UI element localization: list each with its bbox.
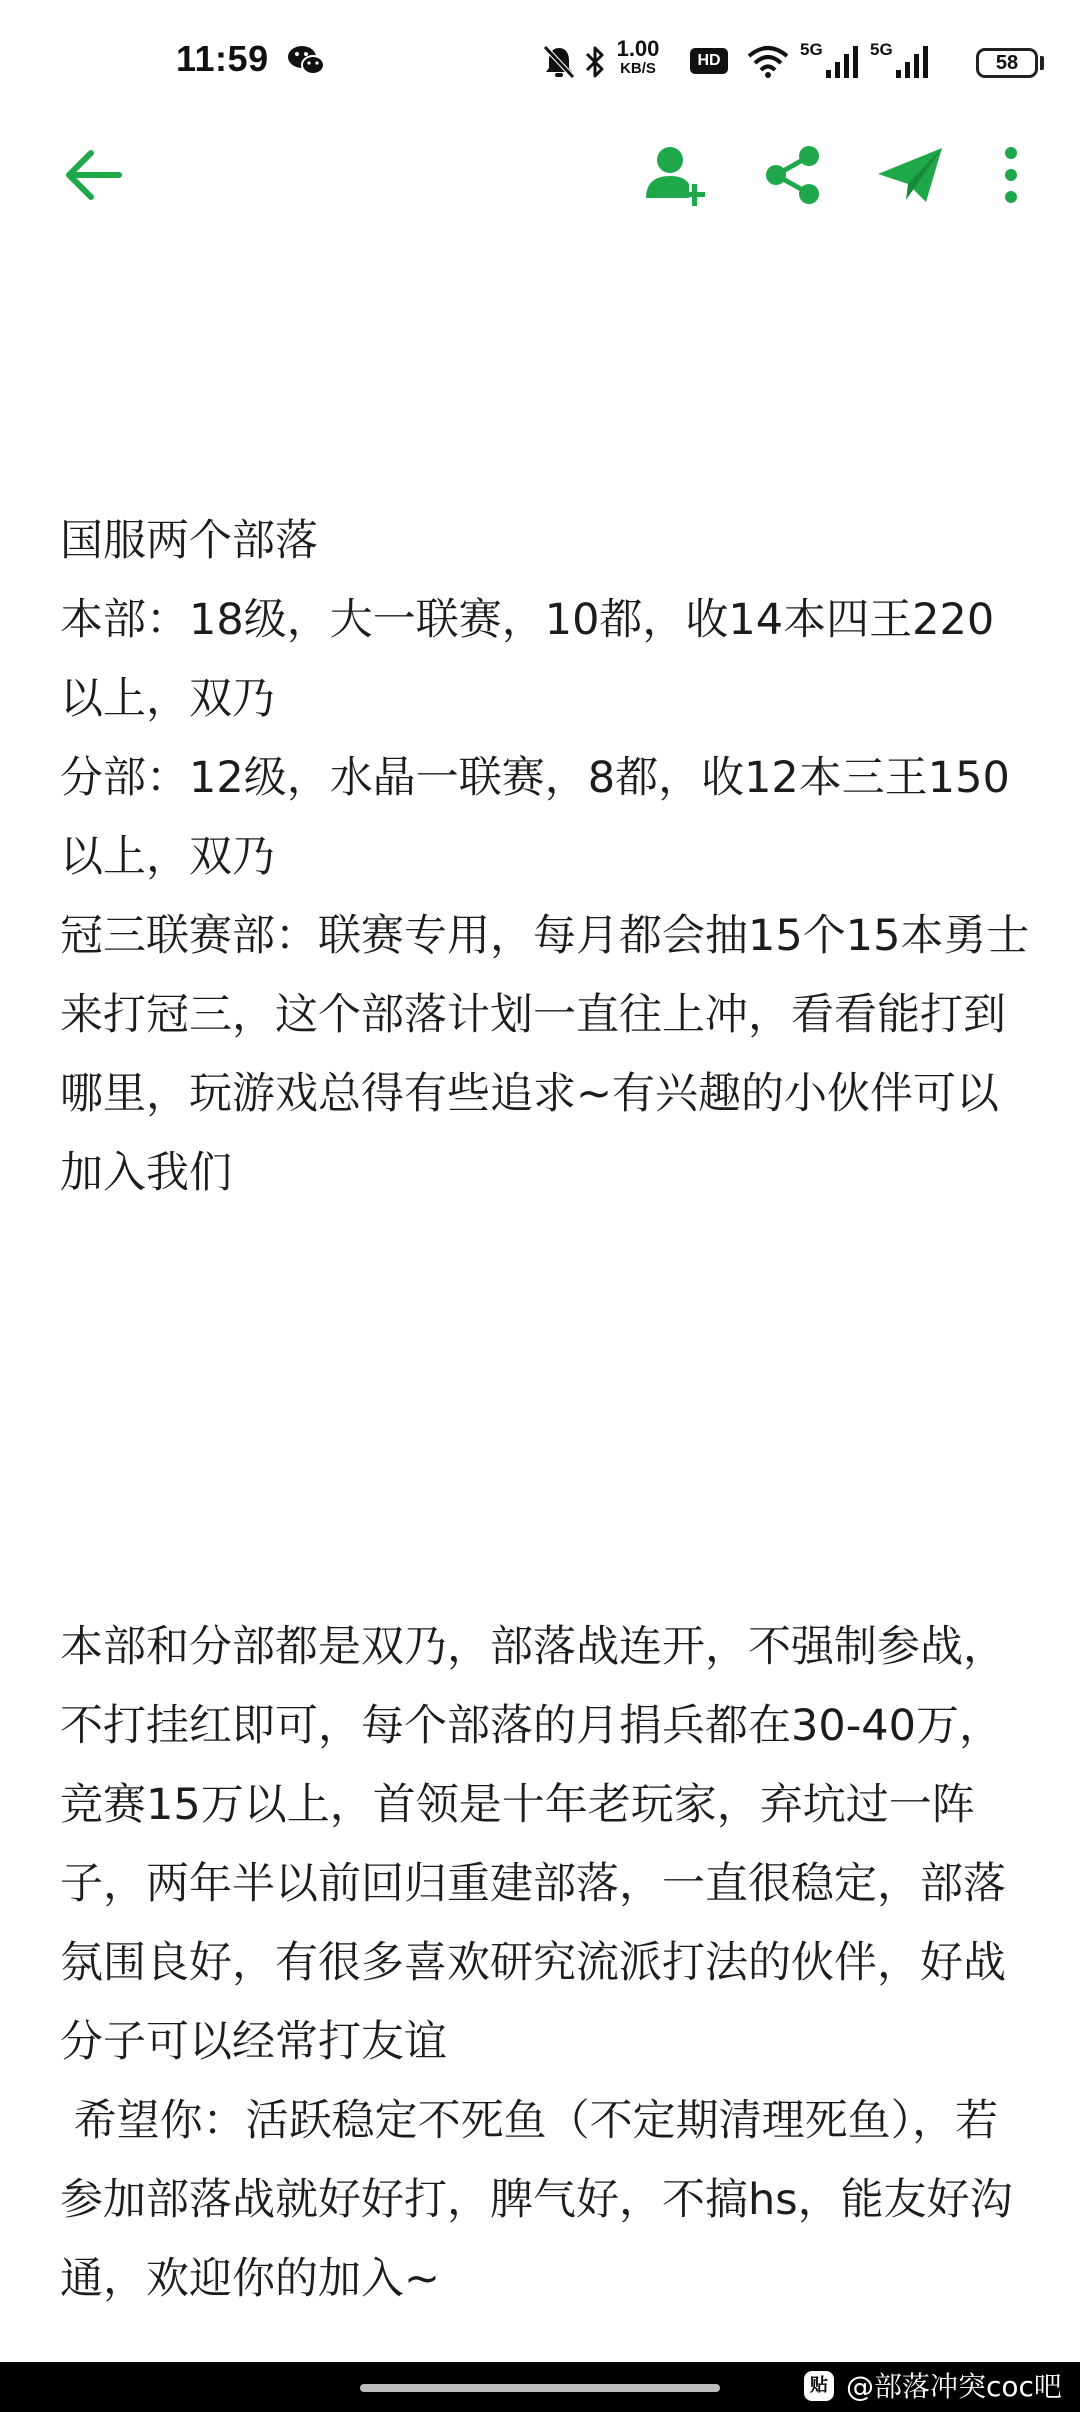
home-indicator[interactable] [360, 2384, 720, 2392]
back-button[interactable] [48, 130, 138, 220]
status-bar [0, 0, 1080, 120]
paragraph-spacer [60, 1371, 1030, 1450]
post-content [60, 344, 1030, 2398]
send-icon [876, 144, 946, 206]
mute-bell-icon [542, 44, 576, 80]
back-arrow-icon [61, 143, 125, 207]
status-time: 11:59 [176, 38, 269, 79]
signal-icon [824, 44, 864, 80]
tieba-logo-icon: 贴 [804, 2371, 834, 2401]
net-speed [610, 38, 666, 76]
toolbar [0, 130, 1080, 230]
wechat-icon [286, 42, 326, 78]
share-button[interactable] [748, 130, 838, 220]
bluetooth-icon [584, 44, 606, 80]
hd-badge [690, 48, 728, 74]
net-speed-value: 1.00 [616, 36, 660, 61]
wifi-icon [746, 44, 790, 80]
hd-label: HD [697, 52, 721, 69]
send-button[interactable] [866, 130, 956, 220]
signal2-label: 5G [870, 40, 893, 59]
content-paragraph: 国服两个部落 本部：18级，大一联赛，10都，收14本四王220以上，双乃 分部：12级，水晶一联赛，8都，收12本三王150以上，双乃 冠三联赛部：联赛专用，每月都会抽15个15本勇士来打冠三，这个部落计划一直往上冲，看看能打到哪里，玩游戏总得有些追求~有兴趣的小伙伴可以加入我们 [60, 516, 1030, 1198]
more-button[interactable] [966, 130, 1056, 220]
content-paragraph: 本部和分部都是双乃，部落战连开，不强制参战，不打挂红即可，每个部落的月捐兵都在30-40万，竞赛15万以上，首领是十年老玩家，弃坑过一阵子，两年半以前回归重建部落，一直很稳定，部落氛围良好，有很多喜欢研究流派打法的伙伴，好战分子可以经常打友谊 希望你：活跃稳定不死鱼（不定期清理死鱼），若参加部落战就好好打，脾气好，不搞hs，能友好沟通，欢迎你的加入~ [60, 1622, 1013, 2304]
more-vertical-icon [1001, 145, 1021, 205]
net-speed-unit: KB/S [620, 60, 656, 77]
add-user-icon [642, 142, 708, 208]
status-icons [520, 0, 1080, 120]
add-user-button[interactable] [630, 130, 720, 220]
navigation-bar [0, 2362, 1080, 2412]
watermark-text: @部落冲突coc吧 [846, 2370, 1062, 2403]
signal-icon [894, 44, 934, 80]
signal1-label: 5G [800, 40, 823, 59]
share-icon [762, 144, 824, 206]
battery-tip [1040, 56, 1044, 70]
battery-icon: 58 [976, 48, 1038, 78]
